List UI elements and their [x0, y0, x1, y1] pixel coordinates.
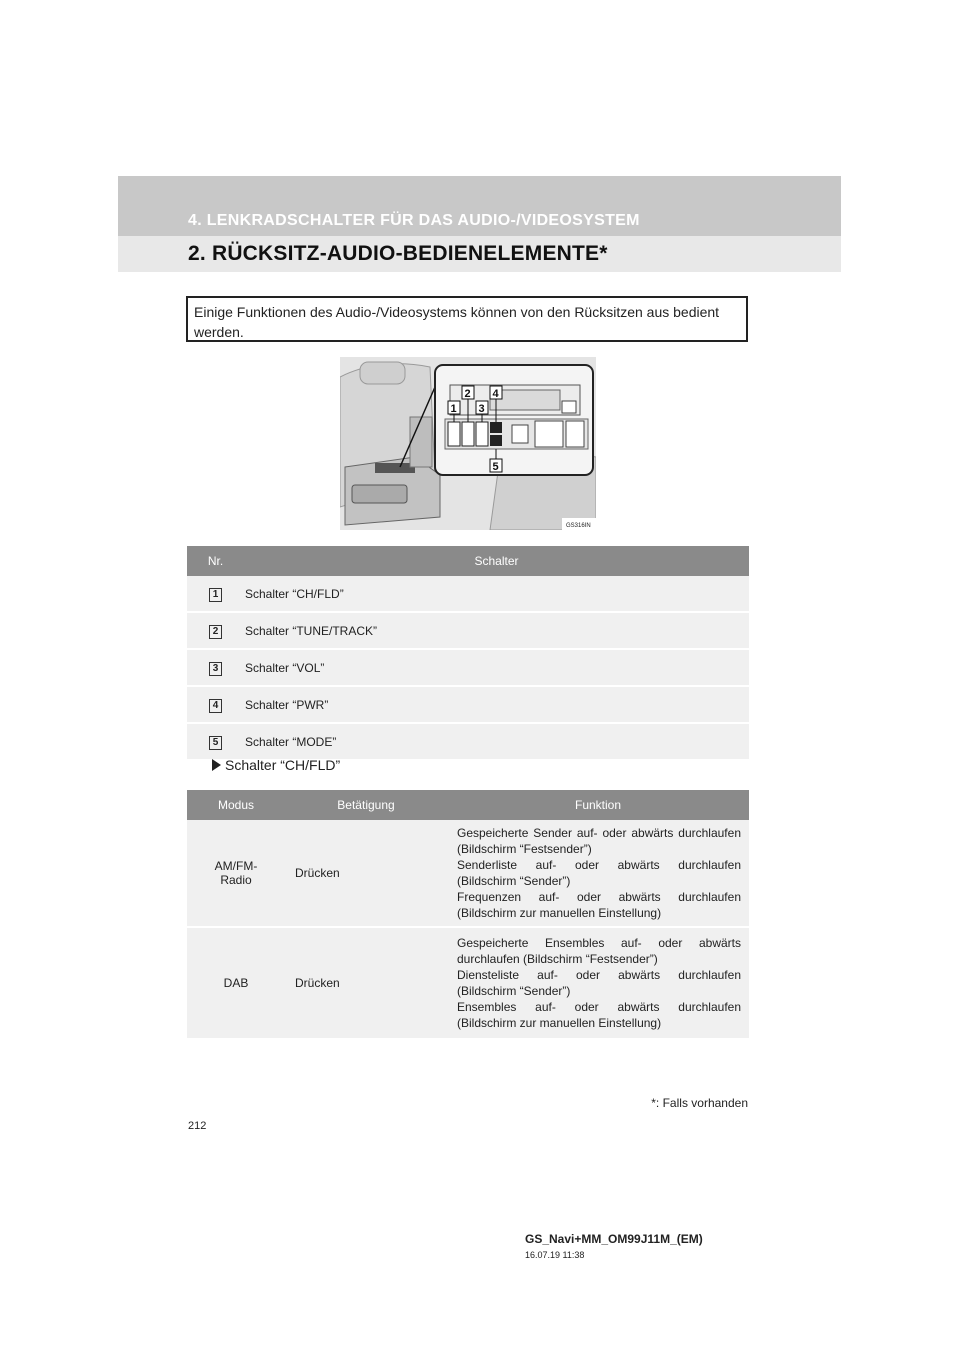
chapter-title: 4. LENKRADSCHALTER FÜR DAS AUDIO-/VIDEOSYSTEM [188, 212, 640, 229]
table-row [187, 927, 749, 1039]
function-cell [447, 927, 749, 1039]
function-table-header [187, 790, 749, 820]
switch-table [187, 546, 749, 761]
action-cell: Drücken [285, 927, 447, 1039]
rear-armrest-figure [340, 357, 596, 530]
number-badge: 2 [209, 625, 222, 639]
callout-2: 2 [464, 388, 471, 400]
number-badge: 1 [209, 588, 222, 602]
switch-label: Schalter “PWR” [244, 686, 749, 723]
table-row [187, 576, 749, 612]
function-line: Gespeicherte Sender auf- oder abwärts durchlaufen (Bildschirm “Festsender”) [457, 826, 741, 856]
table-row [187, 649, 749, 686]
function-line: Senderliste auf- oder abwärts durchlaufen (Bildschirm “Sender”) [457, 858, 741, 888]
number-badge: 3 [209, 662, 222, 676]
table-row [187, 612, 749, 649]
footnote: *: Falls vorhanden [651, 1096, 748, 1110]
header-funktion: Funktion [574, 798, 622, 812]
switch-label: Schalter “MODE” [244, 723, 749, 760]
switch-table-header [187, 546, 749, 576]
section-title: 2. RÜCKSITZ-AUDIO-BEDIENELEMENTE* [188, 242, 608, 265]
figure-code: GS316IN [566, 523, 591, 529]
sub-heading [212, 757, 340, 773]
table-row [187, 686, 749, 723]
number-badge: 4 [209, 699, 222, 713]
intro-text: Einige Funktionen des Audio-/Videosystems können von den Rücksitzen aus bedient werden. [194, 304, 720, 340]
document-date: 16.07.19 11:38 [525, 1250, 585, 1260]
triangle-right-icon [212, 759, 221, 771]
intro-box [186, 296, 748, 342]
mode-cell: AM/FM-Radio [187, 820, 285, 927]
number-badge: 5 [209, 736, 222, 750]
function-table [187, 790, 749, 1040]
header-betaetigung: Betätigung [337, 798, 395, 812]
mode-cell: DAB [187, 927, 285, 1039]
callout-1: 1 [450, 403, 457, 415]
function-cell [447, 820, 749, 927]
switch-label: Schalter “CH/FLD” [244, 576, 749, 612]
function-line: Frequenzen auf- oder abwärts durchlaufen (Bildschirm zur manuellen Einstellung) [457, 890, 741, 920]
header-schalter: Schalter [474, 554, 519, 568]
document-id: GS_Navi+MM_OM99J11M_(EM) [525, 1232, 703, 1246]
function-line: Ensembles auf- oder abwärts durchlaufen (Bildschirm zur manuellen Einstellung) [457, 1000, 741, 1030]
sub-heading-text: Schalter “CH/FLD” [225, 757, 341, 773]
action-cell: Drücken [285, 820, 447, 927]
switch-label: Schalter “TUNE/TRACK” [244, 612, 749, 649]
header-modus: Modus [217, 798, 255, 812]
callout-4: 4 [492, 388, 499, 400]
switch-label: Schalter “VOL” [244, 649, 749, 686]
callout-5: 5 [492, 461, 499, 473]
page-number: 212 [188, 1120, 207, 1132]
table-row [187, 723, 749, 760]
function-line: Gespeicherte Ensembles auf- oder abwärts durchlaufen (Bildschirm “Festsender”) [457, 936, 741, 966]
function-line: Diensteliste auf- oder abwärts durchlaufen (Bildschirm “Sender”) [457, 968, 741, 998]
callout-3: 3 [478, 403, 485, 415]
header-nr: Nr. [207, 554, 224, 568]
table-row [187, 820, 749, 927]
